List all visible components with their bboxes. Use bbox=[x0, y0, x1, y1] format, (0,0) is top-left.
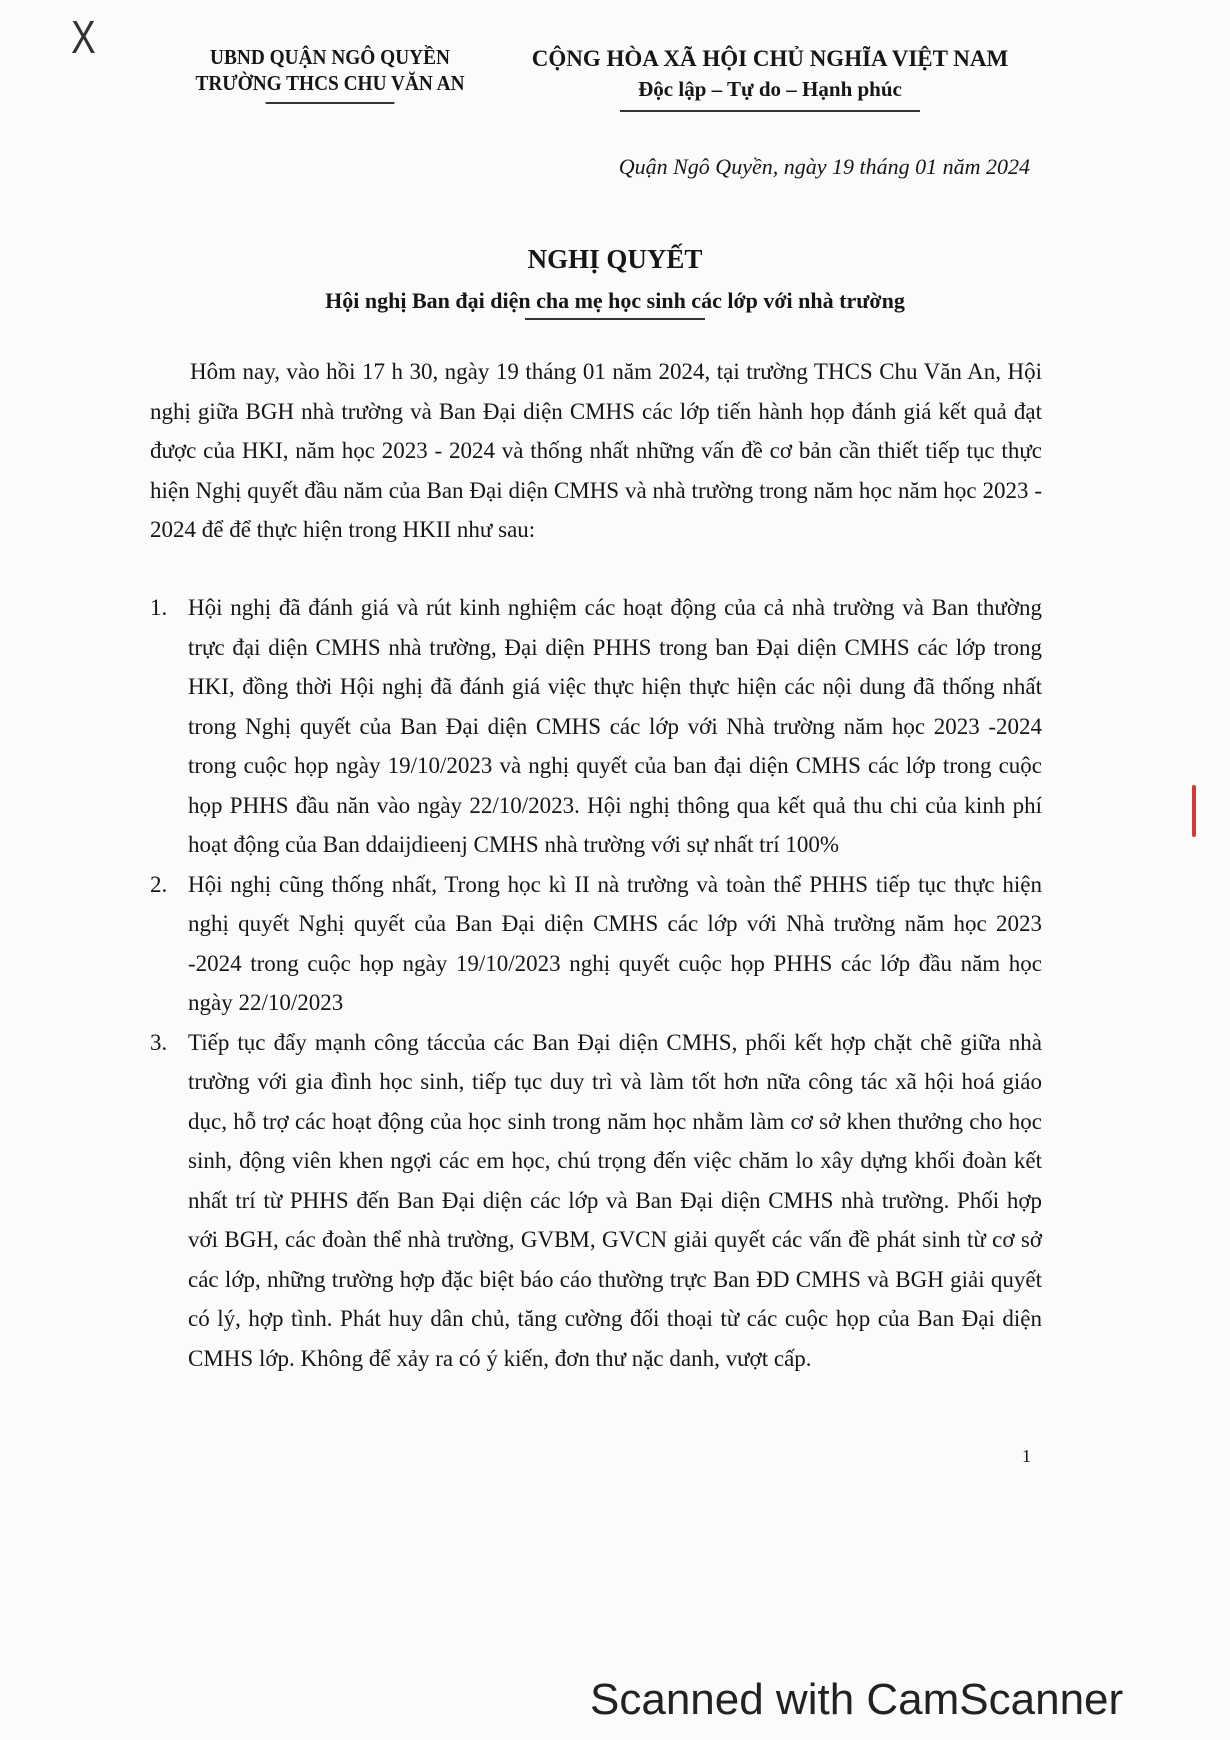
item-text: Hội nghị cũng thống nhất, Trong học kì II nà trường và toàn thể PHHS tiếp tục thực hiện nghị quyết Nghị quyết của Ban Đại diện CMHS các lớp với Nhà trường năm học 2023 -2024 trong cuộc họp ngày 19/10/2023 nghị quyết cuộc họp PHHS các lớp đầu năm học ngày 22/10/2023 bbox=[188, 871, 1042, 1015]
issuing-authority bbox=[174, 44, 487, 104]
item-text: Hội nghị đã đánh giá và rút kinh nghiệm các hoạt động của cả nhà trường và Ban thường trực đại diện CMHS nhà trường, Đại diện PHHS trong ban Đại diện CMHS các lớp trong HKI, đồng thời Hội nghị đã đánh giá việc thực hiện thực hiện các nội dung đã thống nhất trong Nghị quyết của Ban Đại diện CMHS các lớp với Nhà trường năm học 2023 -2024 trong cuộc họp ngày 19/10/2023 và nghị quyết của ban đại diện CMHS các lớp trong cuộc họp PHHS đầu năn vào ngày 22/10/2023. Hội nghị thông qua kết quả thu chi của kinh phí hoạt động của Ban ddaijdieenj CMHS nhà trường với sự nhất trí 100% bbox=[188, 595, 1042, 857]
subtitle-text: Hội nghị Ban đại diện cha mẹ học sinh các lớp với nhà trường bbox=[325, 288, 905, 313]
school-name: TRƯỜNG THCS CHU VĂN AN bbox=[195, 71, 465, 95]
date-line: Quận Ngô Quyền, ngày 19 tháng 01 năm 2024 bbox=[618, 154, 1030, 179]
national-header bbox=[505, 44, 1035, 112]
list-item bbox=[150, 1023, 1042, 1379]
page-number: 1 bbox=[1022, 1446, 1031, 1466]
document-subtitle bbox=[0, 288, 1230, 320]
list-item bbox=[150, 588, 1042, 865]
divider bbox=[620, 110, 920, 112]
national-title: CỘNG HÒA XÃ HỘI CHỦ NGHĨA VIỆT NAM bbox=[531, 46, 1009, 71]
resolution-list bbox=[150, 588, 1042, 1378]
camscanner-watermark: Scanned with CamScanner bbox=[590, 1675, 1124, 1724]
document-title: NGHỊ QUYẾT bbox=[527, 244, 703, 274]
divider bbox=[266, 102, 395, 104]
item-number: 1. bbox=[150, 595, 168, 620]
intro-paragraph: Hôm nay, vào hồi 17 h 30, ngày 19 tháng 01 năm 2024, tại trường THCS Chu Văn An, Hội nghị giữa BGH nhà trường và Ban Đại diện CMHS các lớp tiến hành họp đánh giá kết quả đạt được của HKI, năm học 2023 - 2024 và thống nhất những vấn đề cơ bản cần thiết tiếp tục thực hiện Nghị quyết đầu năm của Ban Đại diện CMHS và nhà trường trong năm học năm học 2023 - 2024 để để thực hiện trong HKII như sau: bbox=[150, 359, 1042, 542]
district-name: UBND QUẬN NGÔ QUYỀN bbox=[210, 45, 450, 69]
item-number: 3. bbox=[150, 1029, 168, 1055]
item-text: Tiếp tục đẩy mạnh công táccủa các Ban Đại diện CMHS, phối kết hợp chặt chẽ giữa nhà trường với gia đình học sinh, tiếp tục duy trì và làm tốt hơn nữa công tác xã hội hoá giáo dục, hỗ trợ các hoạt động của học sinh trong năm học nhằm làm cơ sở khen thưởng cho học sinh, động viên khen ngợi các em học, chú trọng đến việc chăm lo xây dựng khối đoàn kết nhất trí từ PHHS đến Ban Đại diện các lớp và Ban Đại diện CMHS nhà trường. Phối hợp với BGH, các đoàn thể nhà trường, GVBM, GVCN giải quyết các vấn đề phát sinh từ cơ sở các lớp, những trường hợp đặc biệt báo cáo thường trực Ban ĐD CMHS và BGH giải quyết có lý, hợp tình. Phát huy dân chủ, tăng cường đối thoại từ các cuộc họp của Ban Đại diện CMHS lớp. Không để xảy ra có ý kiến, đơn thư nặc danh, vượt cấp. bbox=[188, 1029, 1042, 1371]
national-motto: Độc lập – Tự do – Hạnh phúc bbox=[638, 77, 902, 101]
red-pen-mark bbox=[1192, 785, 1196, 837]
item-number: 2. bbox=[150, 871, 168, 897]
divider bbox=[525, 318, 705, 320]
list-item bbox=[150, 865, 1042, 1023]
handwritten-x-mark: X bbox=[71, 11, 96, 63]
